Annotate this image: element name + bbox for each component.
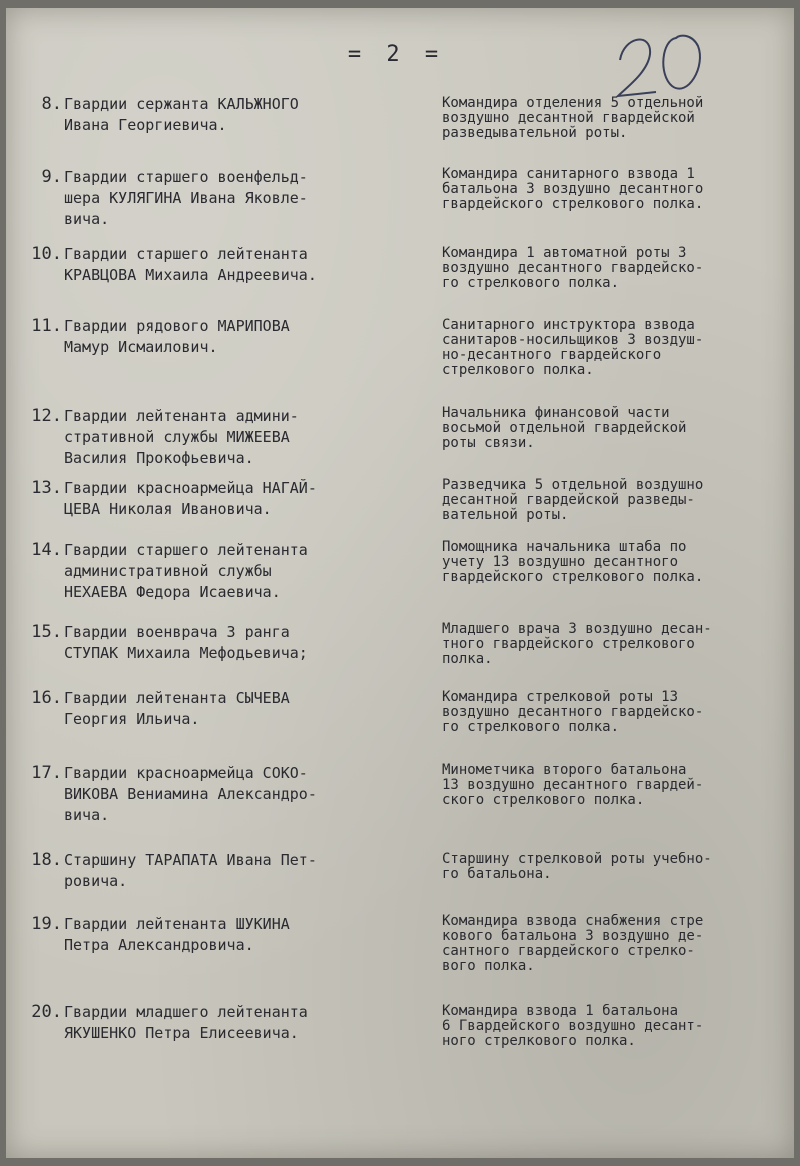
entry-person-name: Гвардии красноармейца СОКО- ВИКОВА Вениамина Александро- вича. — [64, 764, 317, 824]
entry-person-name: Гвардии старшего лейтенанта административной службы НЕХАЕВА Федора Исаевича. — [64, 541, 308, 601]
entry-number: 9. — [41, 167, 62, 187]
entry-person-name: Гвардии военврача 3 ранга СТУПАК Михаила Мефодьевича; — [64, 623, 308, 662]
entry-person-name: Гвардии красноармейца НАГАЙ- ЦЕВА Николая Ивановича. — [64, 479, 317, 518]
entry-person-name: Гвардии лейтенанта ШУКИНА Петра Александровича. — [64, 915, 290, 954]
entry-person-name: Гвардии младшего лейтенанта ЯКУШЕНКО Петра Елисеевича. — [64, 1003, 308, 1042]
entry-position: Командира 1 автоматной роты 3 воздушно десантного гвардейско- го стрелкового полка. — [442, 246, 704, 291]
entry-position: Командира взвода снабжения стре кового батальона 3 воздушно де- сантного гвардейского стрелко- вого полка. — [442, 914, 704, 974]
entry-position: Помощника начальника штаба по учету 13 воздушно десантного гвардейского стрелкового полка. — [442, 540, 704, 585]
entry-person-name: Гвардии лейтенанта СЫЧЕВА Георгия Ильича. — [64, 689, 290, 728]
entry-position: Командира отделения 5 отдельной воздушно десантной гвардейской разведывательной роты. — [442, 96, 704, 141]
entry-number: 8. — [41, 94, 62, 114]
entry-number: 13. — [31, 478, 62, 498]
entry-number: 12. — [31, 406, 62, 426]
page-number: = 2 = — [347, 42, 445, 67]
entry-position: Командира стрелковой роты 13 воздушно десантного гвардейско- го стрелкового полка. — [442, 690, 704, 735]
entry-number: 16. — [31, 688, 62, 708]
entry-person-name: Гвардии старшего военфельд- шера КУЛЯГИНА Ивана Яковле- вича. — [64, 168, 308, 228]
entry-position: Минометчика второго батальона 13 воздушно десантного гвардей- ского стрелкового полка. — [442, 763, 704, 808]
entry-position: Командира взвода 1 батальона 6 Гвардейского воздушно десант- ного стрелкового полка. — [442, 1004, 704, 1049]
entry-number: 15. — [31, 622, 62, 642]
entry-position: Разведчика 5 отдельной воздушно десантной гвардейской разведы- вательной роты. — [442, 478, 704, 523]
entry-person-name: Гвардии старшего лейтенанта КРАВЦОВА Михаила Андреевича. — [64, 245, 317, 284]
entry-number: 20. — [31, 1002, 62, 1022]
handwritten-number-mark — [606, 26, 716, 106]
entry-number: 18. — [31, 850, 62, 870]
entry-number: 10. — [31, 244, 62, 264]
entry-number: 11. — [31, 316, 62, 336]
entry-position: Младшего врача 3 воздушно десан- тного гвардейского стрелкового полка. — [442, 622, 712, 667]
entry-person-name: Старшину ТАРАПАТА Ивана Пет- ровича. — [64, 851, 317, 890]
entry-position: Старшину стрелковой роты учебно- го батальона. — [442, 852, 712, 882]
document-page — [6, 8, 794, 1158]
entry-position: Командира санитарного взвода 1 батальона 3 воздушно десантного гвардейского стрелкового полка. — [442, 167, 704, 212]
entry-position: Начальника финансовой части восьмой отдельной гвардейской роты связи. — [442, 406, 687, 451]
entry-person-name: Гвардии сержанта КАЛЬЖНОГО Ивана Георгиевича. — [64, 95, 299, 134]
entry-person-name: Гвардии рядового МАРИПОВА Мамур Исмаилович. — [64, 317, 290, 356]
entry-position: Санитарного инструктора взвода санитаров-носильщиков 3 воздуш- но-десантного гвардейского стрелкового полка. — [442, 318, 704, 378]
entry-number: 19. — [31, 914, 62, 934]
entry-number: 14. — [31, 540, 62, 560]
entry-number: 17. — [31, 763, 62, 783]
entry-person-name: Гвардии лейтенанта админи- стративной службы МИЖЕЕВА Василия Прокофьевича. — [64, 407, 299, 467]
